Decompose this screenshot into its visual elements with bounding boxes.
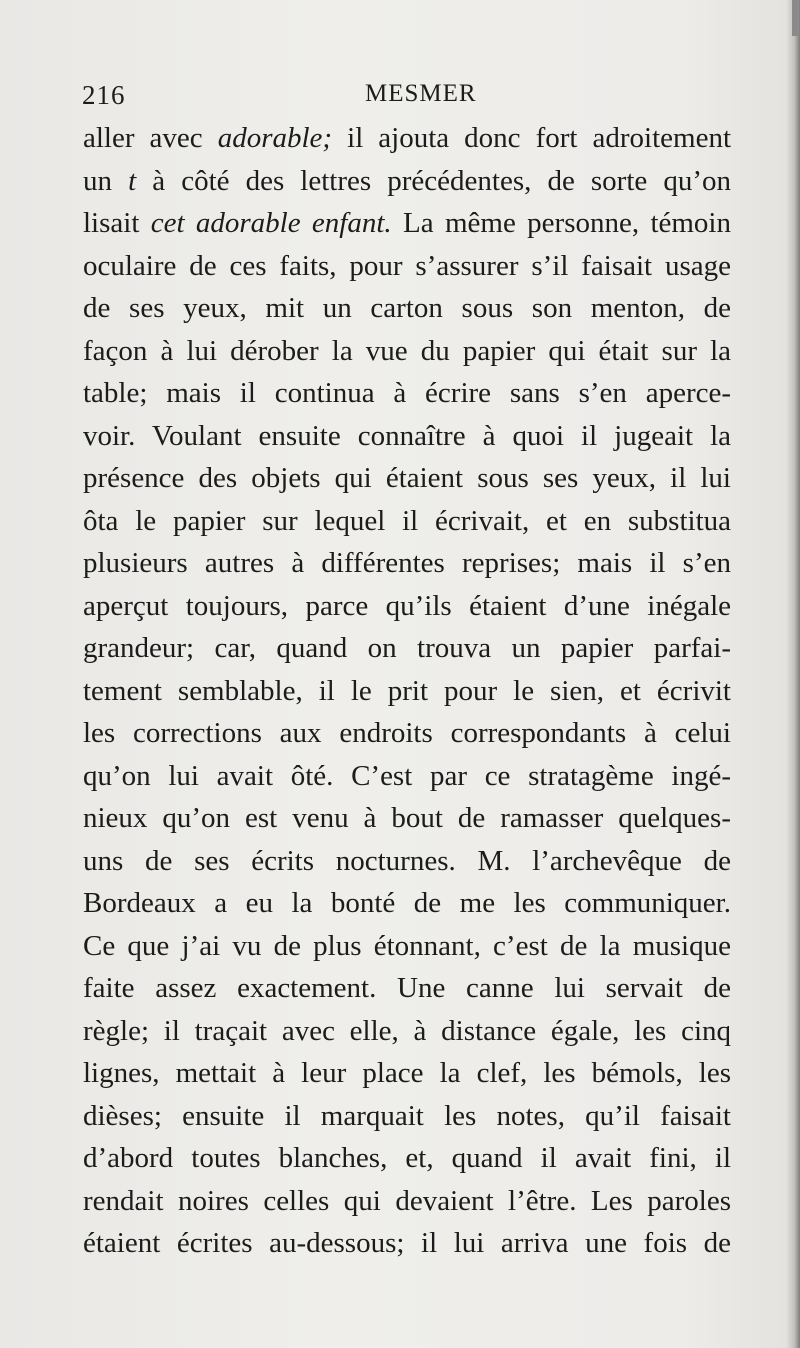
text-segment: lisait: [83, 207, 151, 239]
text-segment: ôta le papier sur lequel il écrivait, et en substitua: [83, 504, 731, 537]
text-segment: à côté des lettres précédentes, de sorte qu’on: [136, 164, 732, 197]
text-line: [83, 755, 731, 798]
text-line: [83, 585, 731, 628]
text-line: [83, 372, 731, 415]
text-segment: dièses; ensuite il marquait les notes, qu’il faisait: [83, 1099, 731, 1132]
text-line: [83, 627, 731, 670]
scan-corner-mark: [792, 0, 798, 36]
text-segment: grandeur; car, quand on trouva un papier parfai-: [83, 632, 731, 664]
text-segment: présence des objets qui étaient sous ses yeux, il lui: [83, 462, 731, 494]
page-edge-shadow: [786, 0, 800, 1348]
text-line: [83, 330, 731, 373]
text-line: [83, 160, 731, 203]
text-line: [83, 500, 731, 543]
text-segment: lignes, mettait à leur place la clef, les bémols, les: [83, 1057, 731, 1089]
running-head: MESMER: [365, 80, 477, 107]
italic-text: adorable;: [217, 122, 333, 154]
text-line: [83, 117, 731, 160]
text-segment: voir. Voulant ensuite connaître à quoi il jugeait la: [83, 419, 731, 452]
text-segment: tement semblable, il le prit pour le sien, et écrivit: [83, 674, 731, 707]
text-segment: les corrections aux endroits correspondants à celui: [83, 717, 731, 749]
text-line: [83, 925, 731, 968]
text-line: [83, 840, 731, 883]
text-line: [83, 245, 731, 288]
text-segment: qu’on lui avait ôté. C’est par ce stratagème ingé-: [83, 759, 731, 792]
text-segment: La même personne, témoin: [391, 207, 731, 239]
text-line: [83, 542, 731, 585]
text-line: [83, 967, 731, 1010]
text-segment: Bordeaux a eu la bonté de me les communiquer.: [83, 887, 731, 919]
page-header: [82, 80, 732, 110]
italic-text: t: [128, 164, 137, 197]
text-segment: façon à lui dérober la vue du papier qui était sur la: [83, 334, 731, 367]
text-line: [83, 882, 731, 925]
page-number: 216: [82, 80, 126, 110]
text-line: [83, 712, 731, 755]
text-segment: règle; il traçait avec elle, à distance égale, les cinq: [83, 1014, 731, 1047]
text-line: [83, 797, 731, 840]
text-segment: il ajouta donc fort adroitement: [332, 122, 731, 154]
text-line: [83, 1010, 731, 1053]
text-segment: aller avec: [83, 122, 218, 154]
text-segment: étaient écrites au-dessous; il lui arriva une fois de: [83, 1227, 731, 1259]
text-line: [83, 287, 731, 330]
text-segment: de ses yeux, mit un carton sous son menton, de: [83, 292, 731, 324]
italic-text: cet adorable enfant.: [150, 207, 392, 239]
text-line: [83, 202, 731, 245]
body-text: [83, 117, 731, 1265]
text-segment: table; mais il continua à écrire sans s’en aperce-: [83, 377, 731, 409]
text-segment: plusieurs autres à différentes reprises; mais il s’en: [83, 547, 731, 579]
text-segment: d’abord toutes blanches, et, quand il avait fini, il: [83, 1142, 731, 1174]
text-segment: oculaire de ces faits, pour s’assurer s’il faisait usage: [83, 249, 731, 282]
text-line: [83, 1137, 731, 1180]
text-segment: aperçut toujours, parce qu’ils étaient d’une inégale: [83, 589, 731, 622]
text-line: [83, 1222, 731, 1265]
text-segment: faite assez exactement. Une canne lui servait de: [83, 972, 731, 1004]
text-segment: Ce que j’ai vu de plus étonnant, c’est de la musique: [83, 929, 731, 962]
text-segment: rendait noires celles qui devaient l’être. Les paroles: [83, 1184, 731, 1217]
text-line: [83, 415, 731, 458]
text-line: [83, 1180, 731, 1223]
text-segment: un: [83, 164, 129, 197]
text-line: [83, 1095, 731, 1138]
text-line: [83, 1052, 731, 1095]
text-segment: uns de ses écrits nocturnes. M. l’archevêque de: [83, 844, 731, 877]
text-segment: nieux qu’on est venu à bout de ramasser quelques-: [83, 802, 731, 834]
text-line: [83, 670, 731, 713]
text-line: [83, 457, 731, 500]
